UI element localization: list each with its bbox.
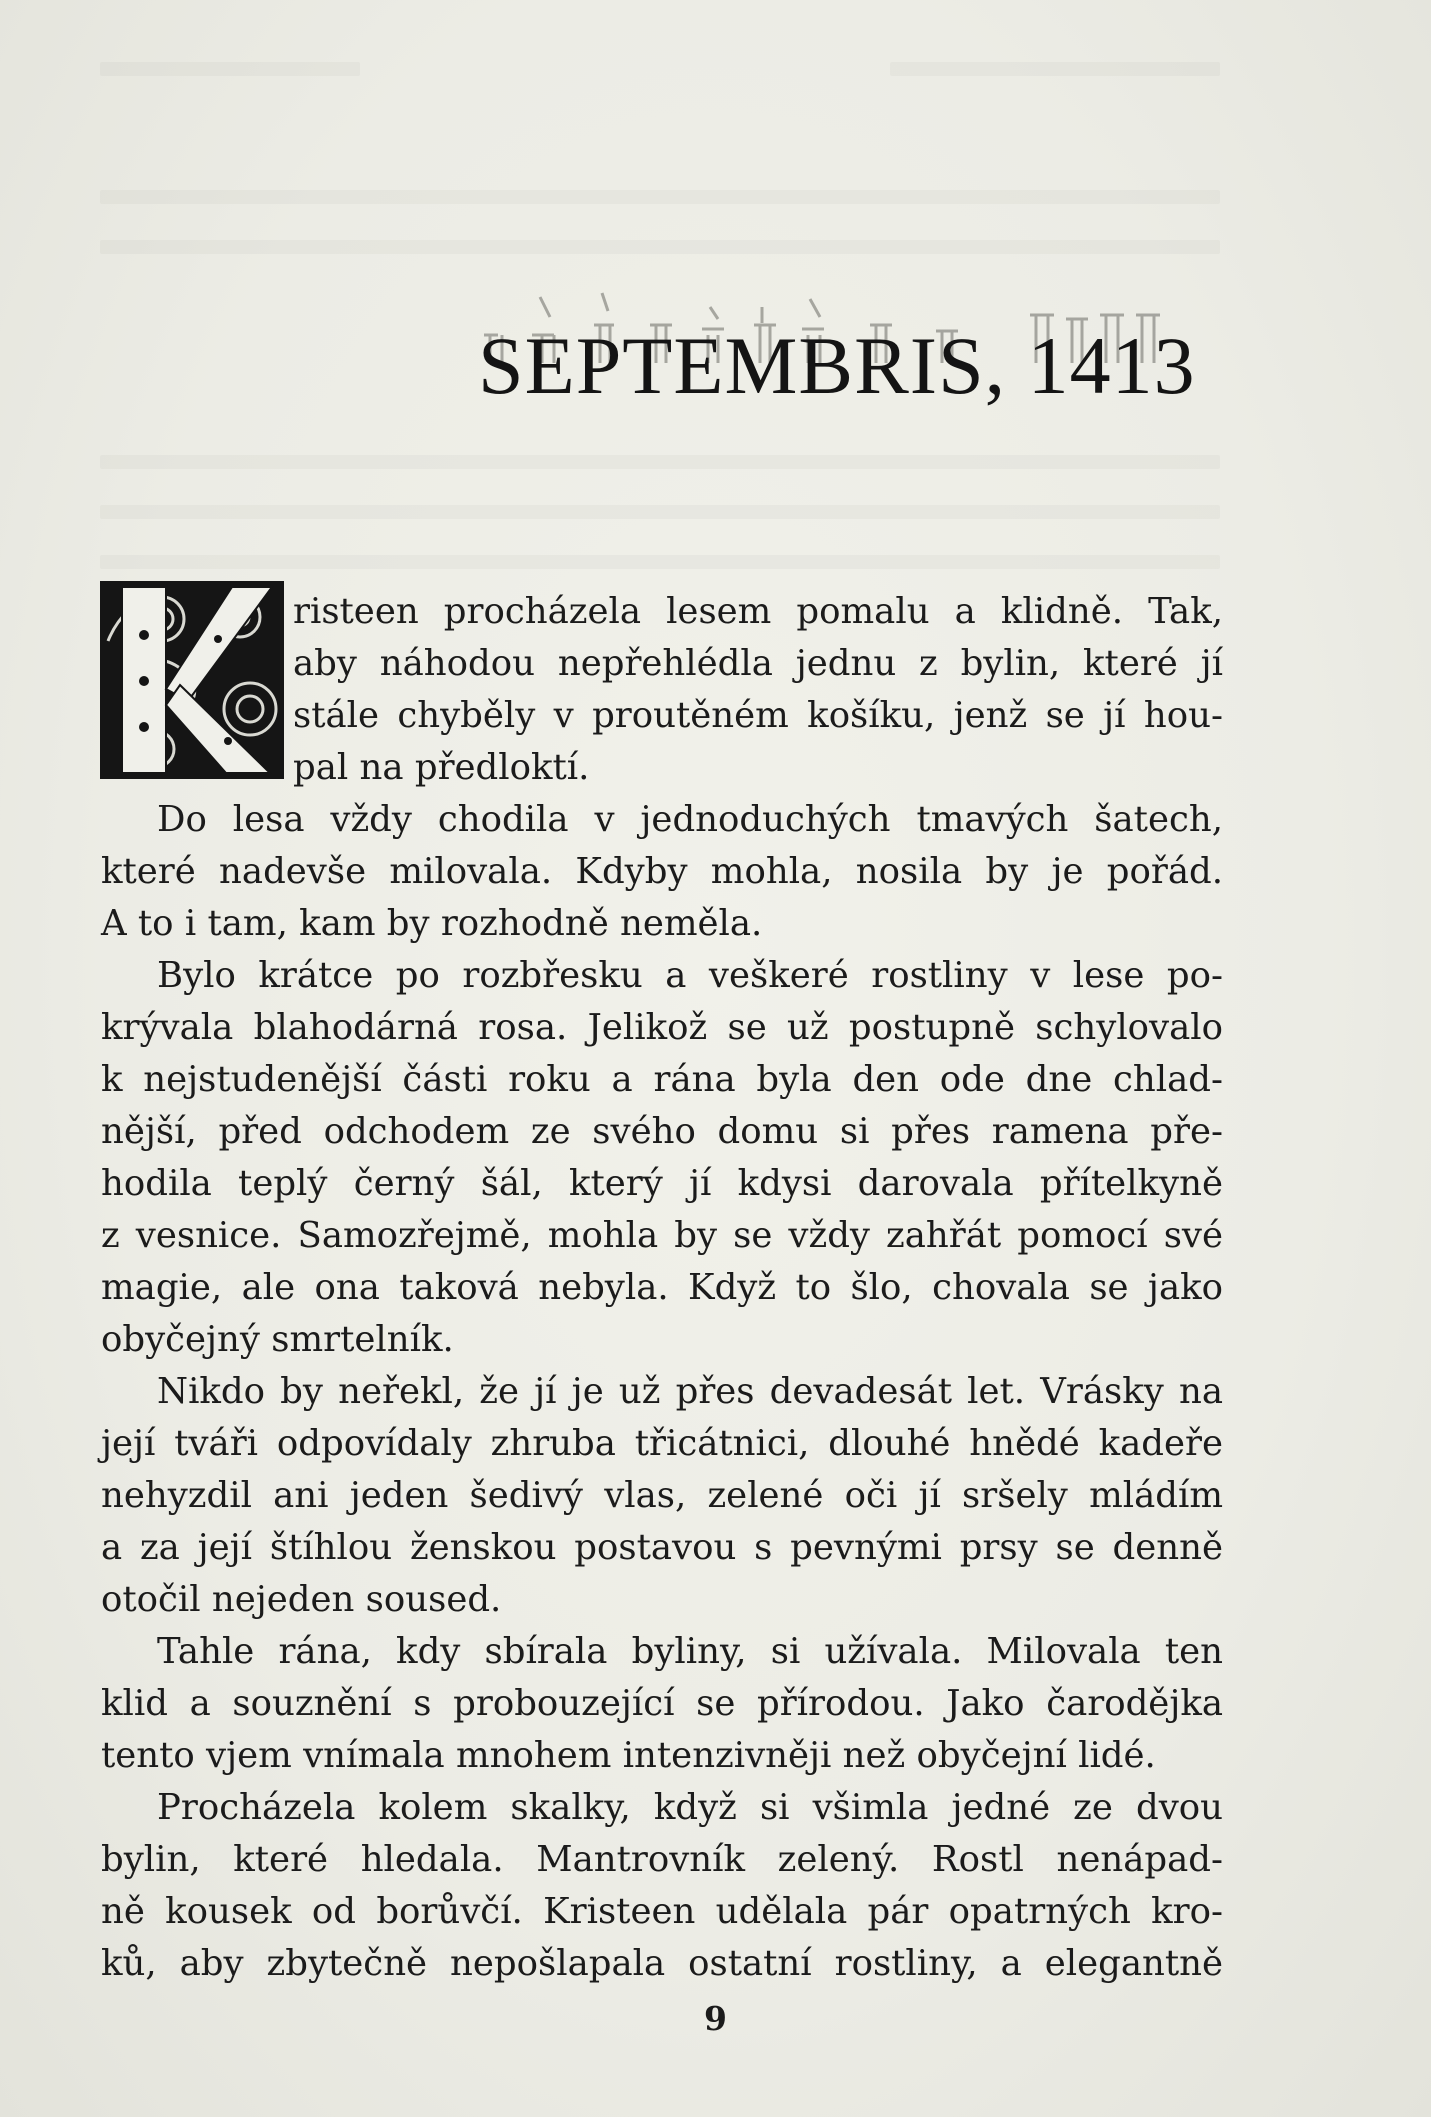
text-line: stále chyběly v proutěném košíku, jenž se jí hou- xyxy=(293,695,1223,736)
text-line: Tahle rána, kdy sbírala byliny, si užívala. Milovala ten xyxy=(157,1631,1223,1672)
show-through xyxy=(100,240,1220,254)
show-through xyxy=(100,455,1220,469)
text-line: pal na předloktí. xyxy=(293,747,590,788)
text-line: aby náhodou nepřehlédla jednu z bylin, které jí xyxy=(293,643,1223,684)
text-line: nehyzdil ani jeden šedivý vlas, zelené oči jí sršely mládím xyxy=(101,1475,1223,1516)
text-line: otočil nejeden soused. xyxy=(101,1579,502,1620)
text-line: klid a souznění s probouzející se přírodou. Jako čarodějka xyxy=(101,1683,1223,1724)
text-line: Nikdo by neřekl, že jí je už přes devadesát let. Vrásky na xyxy=(157,1371,1223,1412)
text-line: A to i tam, kam by rozhodně neměla. xyxy=(101,903,763,944)
page-number: 9 xyxy=(704,1999,727,2038)
text-line: hodila teplý černý šál, který jí kdysi darovala přítelkyně xyxy=(101,1163,1223,1204)
text-line: risteen procházela lesem pomalu a klidně. Tak, xyxy=(293,591,1223,632)
text-line: Procházela kolem skalky, když si všimla jedné ze dvou xyxy=(157,1787,1223,1828)
show-through xyxy=(100,555,1220,569)
text-line: tento vjem vnímala mnohem intenzivněji než obyčejní lidé. xyxy=(101,1735,1156,1776)
chapter-title: SEPTEMBRIS, 1413 xyxy=(478,320,1196,411)
show-through xyxy=(890,62,1220,76)
body-text xyxy=(101,586,1223,1990)
text-line: ně kousek od borůvčí. Kristeen udělala pár opatrných kro- xyxy=(101,1891,1223,1932)
text-line: bylin, které hledala. Mantrovník zelený. Rostl nenápad- xyxy=(101,1839,1223,1880)
text-line: z vesnice. Samozřejmě, mohla by se vždy zahřát pomocí své xyxy=(101,1215,1223,1256)
show-through xyxy=(100,505,1220,519)
text-line: které nadevše milovala. Kdyby mohla, nosila by je pořád. xyxy=(101,851,1223,892)
text-line: ků, aby zbytečně nepošlapala ostatní rostliny, a elegantně xyxy=(101,1943,1223,1984)
text-line: její tváři odpovídaly zhruba třicátnici, dlouhé hnědé kadeře xyxy=(101,1423,1223,1464)
show-through xyxy=(100,62,360,76)
text-line: magie, ale ona taková nebyla. Když to šlo, chovala se jako xyxy=(101,1267,1223,1308)
text-line: krývala blahodárná rosa. Jelikož se už postupně schylovalo xyxy=(101,1007,1223,1048)
show-through xyxy=(100,190,1220,204)
text-line: Do lesa vždy chodila v jednoduchých tmavých šatech, xyxy=(157,799,1223,840)
text-line: obyčejný smrtelník. xyxy=(101,1319,454,1360)
text-line: k nejstudenější části roku a rána byla den ode dne chlad- xyxy=(101,1059,1223,1100)
text-line: nější, před odchodem ze svého domu si přes ramena pře- xyxy=(101,1111,1223,1152)
text-line: Bylo krátce po rozbřesku a veškeré rostliny v lese po- xyxy=(157,955,1223,996)
text-line: a za její štíhlou ženskou postavou s pevnými prsy se denně xyxy=(101,1527,1223,1568)
